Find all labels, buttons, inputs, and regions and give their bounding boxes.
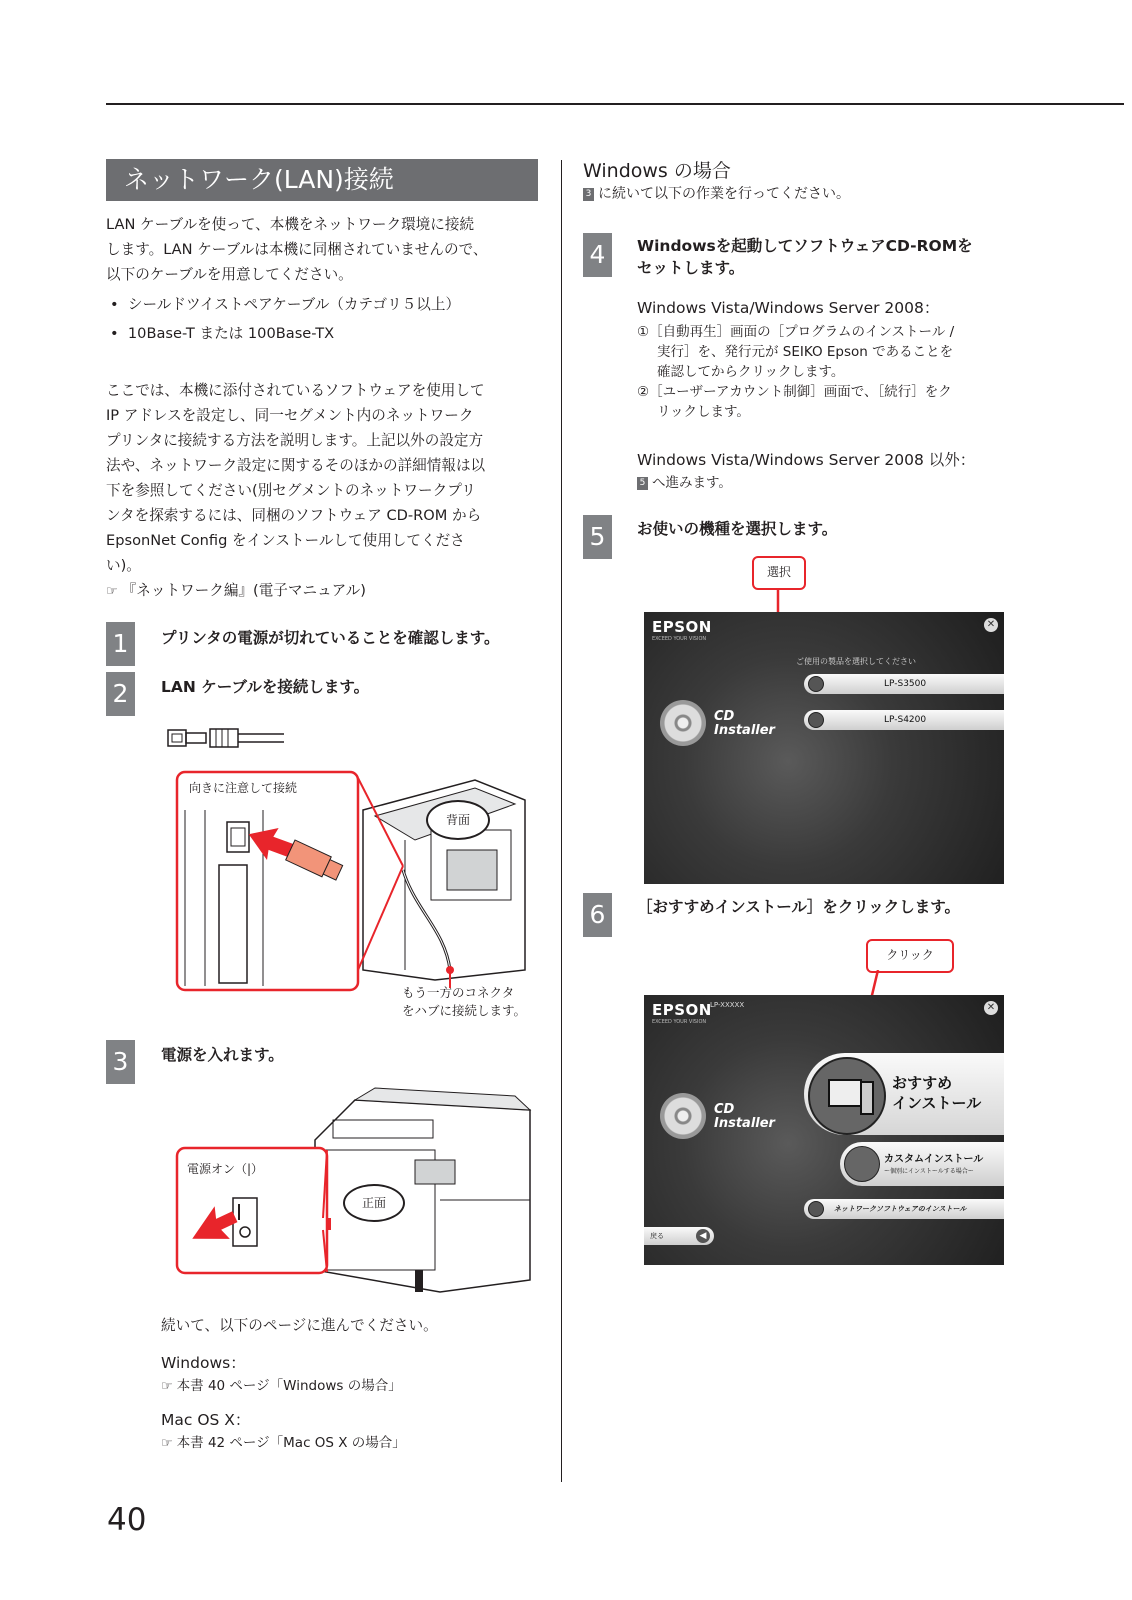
vista-instructions: ①［自動再生］画面の［プログラムのインストール / 実行］を、発行元が SEIKO Epson であることを 確認してからクリックします。 ②［ユーザーアカウント制御］画面で、［続行］をク リックします。 — [637, 324, 955, 420]
cd-icon — [660, 700, 706, 746]
product-prompt: ご使用の製品を選択してください — [796, 657, 916, 666]
step-number: 6 — [583, 893, 612, 937]
hub-note: もう一方のコネクタ をハブに接続します。 — [402, 985, 527, 1018]
back-arrow-icon: ◀ — [696, 1229, 710, 1243]
vista-heading: Windows Vista/Windows Server 2008： — [637, 299, 940, 317]
manual-reference[interactable]: ☞ 『ネットワーク編』(電子マニュアル) — [106, 582, 366, 599]
select-callout: 選択 — [752, 556, 806, 590]
radio-icon — [808, 712, 824, 728]
step-caption: プリンタの電源が切れていることを確認します。 — [161, 629, 500, 647]
mac-heading: Mac OS X： — [161, 1411, 251, 1429]
step-ref-badge: 3 — [583, 188, 594, 201]
back-button[interactable]: 戻る ◀ — [644, 1227, 714, 1245]
step-caption: 電源を入れます。 — [161, 1046, 284, 1064]
body-text: ここでは、本機に添付されているソフトウェアを使用して IP アドレスを設定し、同一セグメント内のネットワーク プリンタに接続する方法を説明します。上記以外の設定方 法や、ネットワーク設定に関するそのほかの詳細情報は以 下を参照してください(別セグメントのネットワークプリ ンタを探索するには、同梱のソフトウェア CD-ROM から EpsonNet Config をインストールして使用してくださ い)。 ☞ 『ネットワーク編』(電子マニュアル) — [106, 378, 485, 604]
connect-direction-callout: 向きに注意して接続 — [189, 781, 298, 795]
close-icon[interactable]: ✕ — [984, 618, 998, 632]
windows-section-heading: Windows の場合 — [583, 160, 731, 182]
pointer-icon: ☞ — [161, 1436, 173, 1451]
lan-cable-illustration — [166, 724, 288, 754]
click-callout: クリック — [866, 939, 954, 973]
other-os-heading: Windows Vista/Windows Server 2008 以外： — [637, 451, 976, 469]
intro-text: LAN ケーブルを使って、本機をネットワーク環境に接続 します。LAN ケーブルは本機に同梱されていませんので、 以下のケーブルを用意してください。 — [106, 216, 488, 283]
radio-icon — [808, 1201, 824, 1217]
mac-page-link[interactable]: ☞ 本書 42 ページ「Mac OS X の場合」 — [161, 1435, 406, 1451]
installer-product-select-screen: EPSON EXCEED YOUR VISION ✕ CD Installer ご使用の製品を選択してください LP-S3500 LP-S4200 — [644, 612, 1004, 884]
step-number: 3 — [106, 1040, 135, 1084]
custom-install-button[interactable]: カスタムインストール ー個別にインストールする場合ー — [840, 1142, 1004, 1186]
radio-icon — [808, 676, 824, 692]
product-option-lp-s3500[interactable]: LP-S3500 — [804, 674, 1004, 694]
windows-heading: Windows： — [161, 1354, 246, 1372]
windows-lead: 3 に続いて以下の作業を行ってください。 — [583, 184, 850, 204]
cd-icon — [660, 1093, 706, 1139]
pointer-icon: ☞ — [106, 584, 118, 599]
pointer-icon: ☞ — [161, 1379, 173, 1394]
back-label: 背面 — [426, 800, 490, 840]
step-number: 4 — [583, 233, 612, 277]
folder-icon — [844, 1146, 880, 1182]
step-caption: お使いの機種を選択します。 — [637, 520, 838, 538]
section-title: ネットワーク(LAN)接続 — [106, 159, 538, 201]
cd-installer-label: CD Installer — [714, 1102, 775, 1131]
cd-installer-label: CD Installer — [714, 709, 775, 738]
header-rule — [106, 103, 1124, 105]
step-caption: ［おすすめインストール］をクリックします。 — [637, 898, 961, 916]
epson-logo: EPSON — [652, 1001, 712, 1019]
windows-page-link[interactable]: ☞ 本書 40 ページ「Windows の場合」 — [161, 1378, 402, 1394]
front-label: 正面 — [343, 1184, 405, 1222]
bullet-item: • シールドツイストペアケーブル（カテゴリ５以上） — [110, 296, 461, 313]
recommended-install-button[interactable] — [804, 1053, 1004, 1135]
epson-logo: EPSON — [652, 618, 712, 636]
step-number: 5 — [583, 515, 612, 559]
bullet-item: • 10Base-T または 100Base-TX — [110, 325, 335, 342]
step-number: 1 — [106, 622, 135, 666]
page-number: 40 — [107, 1502, 147, 1538]
installer-menu-screen: EPSON LP-XXXXX EXCEED YOUR VISION ✕ CD Installer おすすめ インストール カスタムインストール ー個別にインストールする場合ー ネットワークソフトウェアのインストール 戻る ◀ — [644, 995, 1004, 1265]
product-option-lp-s4200[interactable]: LP-S4200 — [804, 710, 1004, 730]
recommended-install-label: おすすめ インストール — [892, 1074, 982, 1112]
other-os-text: 5 へ進みます。 — [637, 473, 732, 493]
close-icon[interactable]: ✕ — [984, 1001, 998, 1015]
bullet-list — [110, 292, 460, 346]
power-on-callout: 電源オン（|） — [187, 1162, 264, 1176]
column-divider — [561, 160, 562, 1482]
step-caption: Windowsを起動してソフトウェアCD-ROMを セットします。 — [637, 237, 973, 277]
network-software-button[interactable]: ネットワークソフトウェアのインストール — [804, 1199, 1004, 1219]
step-caption: LAN ケーブルを接続します。 — [161, 678, 370, 696]
computer-icon — [808, 1057, 886, 1135]
continue-text: 続いて、以下のページに進んでください。 — [161, 1317, 438, 1334]
step-ref-badge: 5 — [637, 477, 648, 490]
step-number: 2 — [106, 672, 135, 716]
